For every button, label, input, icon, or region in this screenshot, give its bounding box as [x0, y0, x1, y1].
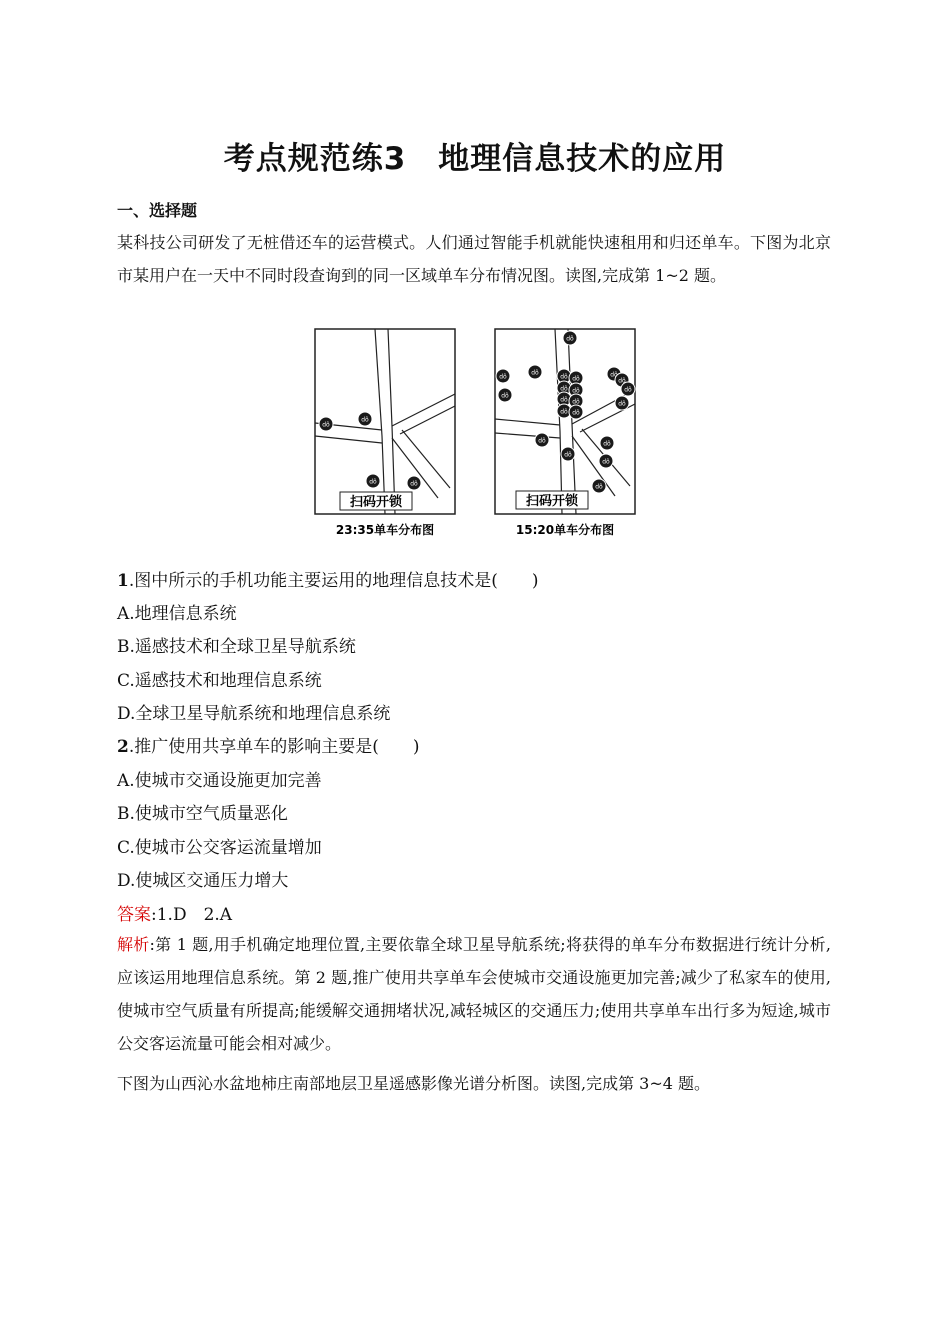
answer-line: [117, 900, 232, 925]
analysis-label: 解析: [117, 935, 150, 954]
bike-glyph: dõ: [564, 451, 572, 459]
bike-glyph: dõ: [602, 458, 610, 466]
answer-label: 答案: [117, 905, 151, 925]
bike-glyph: dõ: [603, 440, 611, 448]
bike-glyph: dõ: [410, 480, 418, 488]
analysis-paragraph: [117, 928, 831, 1060]
q2-option-b: B.使城市空气质量恶化: [117, 804, 288, 824]
map-1520: [495, 329, 635, 514]
q1-option-b: B.遥感技术和全球卫星导航系统: [117, 637, 356, 657]
bike-glyph: dõ: [361, 416, 369, 424]
bike-glyph: dõ: [572, 387, 580, 395]
bike-glyph: dõ: [618, 400, 626, 408]
question-2: [117, 732, 420, 757]
bike-glyph: dõ: [566, 335, 574, 343]
q2-option-d: D.使城区交通压力增大: [117, 871, 289, 891]
bike-glyph: dõ: [618, 377, 626, 385]
question-stem: .图中所示的手机功能主要运用的地理信息技术是( ): [128, 571, 539, 591]
bike-glyph: dõ: [572, 409, 580, 417]
bike-glyph: dõ: [531, 369, 539, 377]
q2-option-c: C.使城市公交客运流量增加: [117, 838, 322, 858]
right-map-caption: 15:20单车分布图: [515, 523, 615, 537]
bike-distribution-figure: [310, 326, 640, 542]
bike-markers-1520: [496, 331, 635, 493]
q1-option-d: D.全球卫星导航系统和地理信息系统: [117, 704, 391, 724]
page-title: 考点规范练3 地理信息技术的应用: [223, 141, 727, 177]
map-2335: [315, 329, 455, 514]
analysis-text: :第 1 题,用手机确定地理位置,主要依靠全球卫星导航系统;将获得的单车分布数据进行统计分析,应该运用地理信息系统。第 2 题,推广使用共享单车会使城市交通设施更加完善;减少了私家车的使用,使城市空气质量有所提高;能缓解交通拥堵状况,减轻城区的交通压力;使用共享单车出行多为短途,城市公交客运流量可能会相对减少。: [117, 935, 831, 1053]
question-number: 2: [117, 737, 129, 757]
bike-glyph: dõ: [369, 478, 377, 486]
scan-unlock-label-left: [350, 494, 403, 510]
bike-glyph: dõ: [572, 375, 580, 383]
question-1: [117, 566, 539, 591]
section-heading: 一、选择题: [117, 201, 198, 220]
bike-glyph: dõ: [499, 373, 507, 381]
bike-glyph: dõ: [538, 437, 546, 445]
scan-unlock-label-right: [526, 493, 579, 509]
bike-glyph: dõ: [560, 385, 568, 393]
q1-option-c: C.遥感技术和地理信息系统: [117, 671, 322, 691]
scan-unlock-text: 扫码开锁: [525, 494, 579, 509]
intro-paragraph: 某科技公司研发了无桩借还车的运营模式。人们通过智能手机就能快速租用和归还单车。下图为北京市某用户在一天中不同时段查询到的同一区域单车分布情况图。读图,完成第 1~2 题。: [117, 233, 831, 285]
bike-glyph: dõ: [560, 396, 568, 404]
bike-glyph: dõ: [595, 483, 603, 491]
bike-glyph: dõ: [560, 373, 568, 381]
answer-text: :1.D 2.A: [151, 905, 233, 925]
bike-glyph: dõ: [610, 371, 618, 379]
intro-paragraph-2: 下图为山西沁水盆地柿庄南部地层卫星遥感影像光谱分析图。读图,完成第 3~4 题。: [117, 1074, 711, 1093]
bike-glyph: dõ: [560, 408, 568, 416]
scan-unlock-text: 扫码开锁: [349, 495, 403, 510]
bike-glyph: dõ: [624, 386, 632, 394]
q1-option-a: A.地理信息系统: [117, 604, 237, 624]
bike-glyph: dõ: [501, 392, 509, 400]
bike-glyph: dõ: [322, 421, 330, 429]
question-number: 1: [117, 571, 129, 591]
bike-glyph: dõ: [572, 398, 580, 406]
q2-option-a: A.使城市交通设施更加完善: [117, 771, 322, 791]
question-stem: .推广使用共享单车的影响主要是( ): [128, 737, 420, 757]
left-map-caption: 23:35单车分布图: [335, 523, 435, 537]
bike-markers-2335: [319, 412, 421, 490]
